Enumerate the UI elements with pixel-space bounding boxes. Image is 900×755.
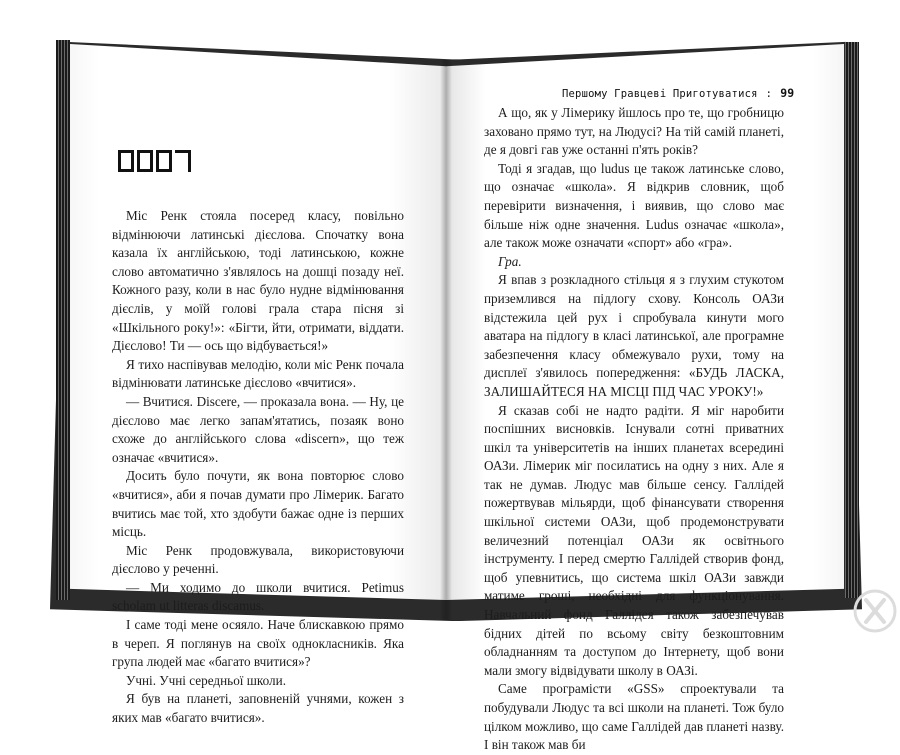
paragraph: Учні. Учні середньої школи. (126, 672, 286, 688)
running-header (562, 86, 794, 100)
left-page-text (112, 207, 404, 728)
paragraph: Міс Ренк стояла посеред класу, повільно відмінюючи латинські дієслова. Спочатку вона казала їх англійською, тоді латинською, кожне слово автоматично з'являлось на дошці позаду неї. Кожного разу, коли в нас було нудне відмінювання дієслів, у моїй голові грала стара пісня зі «Шкільного року!»: «Бігти, йти, отримати, віддати. Дієслово! Ти — ось що відбувається!» (112, 208, 404, 354)
chapter-number (118, 150, 191, 172)
paragraph: А що, як у Лімерику йшлось про те, що гробницю заховано прямо тут, на Людусі? На тій самій планеті, де я довгі гав уже останні п'ять років? (484, 105, 784, 158)
chapter-digit (137, 150, 153, 172)
page-edges-right (845, 42, 859, 598)
paragraph: Досить було почути, як вона повторює слово «вчитися», аби я почав думати про Лімерик. Багато вчитись має той, хто здобути бажає одне із перших місць. (112, 468, 404, 540)
paragraph: Тоді я згадав, що ludus це також латинське слово, що означає «школа». Я відкрив словник, щоб перевірити визначення, і виявив, що слово має більше ніж одне значення. Ludus означає «школа», але також може означати «спорт» або «гра». (484, 160, 784, 251)
paragraph: Міс Ренк продовжувала, використовуючи дієслово у реченні. (112, 542, 404, 577)
paragraph: — Вчитися. Discere, — проказала вона. — Ну, це дієслово має легко запам'ятатись, позаяк воно схоже до англійського слова «discern», що теж означає «вчитися». (112, 393, 404, 465)
page-edges-left (56, 40, 70, 600)
paragraph: Я впав з розкладного стільця я з глухим стукотом приземлився на підлогу схову. Консоль ОАЗи відстежила цей рух і спробувала кинути мого аватара на підлогу в класі латинської, але програмне забезпечення класу обмежувало рухи, тому на дисплеї з'явилось попередження: «БУДЬ ЛАСКА, ЗАЛИШАЙТЕСЯ НА МІСЦІ ПІД ЧАС УРОКУ!» (484, 272, 784, 399)
chapter-digit (156, 150, 172, 172)
watermark-logo (852, 588, 898, 634)
running-title: Першому Гравцеві Приготуватися (562, 88, 758, 100)
right-page-text (484, 104, 784, 755)
page-number: 99 (780, 86, 795, 100)
paragraph: — Ми ходимо до школи вчитися. Petimus scholam ut litteras discamus. (112, 579, 404, 614)
paragraph: Я був на планеті, заповненій учнями, кожен з яких мав «багато вчитися». (112, 691, 404, 726)
paragraph: Я тихо наспівував мелодію, коли міс Ренк почала відмінювати латинське дієслово «вчитися». (112, 356, 404, 391)
chapter-digit (175, 150, 191, 172)
paragraph: Саме програмісти «GSS» спроектували та побудували Людус та всі школи на планеті. Тож було цілком можливо, що саме Галлідей дав планеті назву. І він також мав би (484, 681, 784, 753)
paragraph: Я сказав собі не надто радіти. Я міг наробити поспішних висновків. Існували сотні приватних шкіл та університетів на інших планетах всередині ОАЗи. Лімерик міг посилатись на одну з них. Але я так не думав. Людус мав більше сенсу. Галлідей пожертвував мільярди, щоб фінансувати створення шкільної системи ОАЗи, щоб продемонструвати величезний потенціал ОАЗи як освітнього інструменту. І перед смертю Галлідей створив фонд, щоб упевнитись, що система шкіл ОАЗи завжди матиме гроші, необхідні для функціонування. Навчальний фонд Галлідея також забезпечував бідних дітей по всьому світу безкоштовним обладнанням та доступом до Інтернету, щоб вони мали змогу відвідувати школу в ОАЗі. (484, 402, 784, 678)
paragraph: І саме тоді мене осяяло. Наче блискавкою прямо в череп. Я поглянув на своїх однокласників. Яка група людей має «багато вчитися»? (112, 617, 404, 670)
chapter-digit (118, 150, 134, 172)
book-gutter (440, 60, 452, 620)
paragraph: Гра. (498, 253, 522, 269)
header-separator: : (765, 88, 773, 100)
